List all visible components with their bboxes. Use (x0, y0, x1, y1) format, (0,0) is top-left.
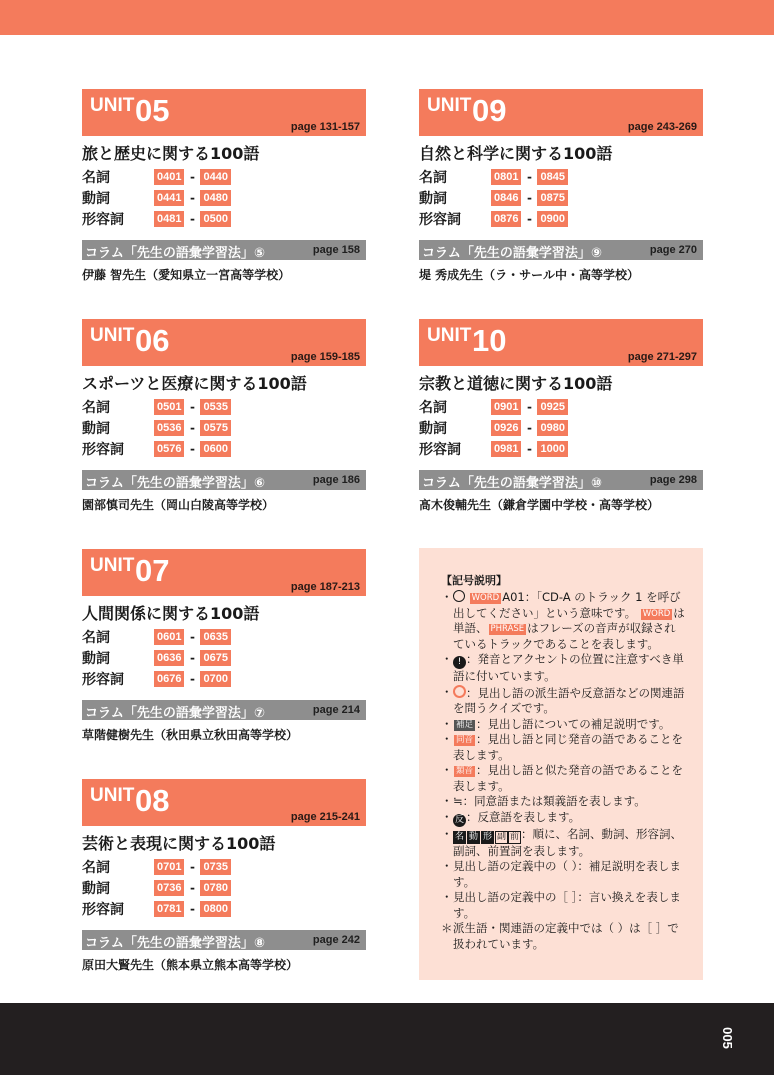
range-start-badge: 0876 (491, 211, 521, 227)
column-page: page 270 (649, 244, 697, 256)
pos-label: 動詞 (419, 191, 447, 207)
bullet: ・ (441, 684, 453, 699)
note-mark: ＊ (441, 921, 453, 935)
unit-label: UNIT (90, 325, 135, 346)
legend-item-pos (441, 827, 685, 860)
bullet: ・ (441, 809, 453, 824)
bullet: ・ (441, 652, 453, 666)
range-end-badge: 0675 (200, 650, 230, 666)
unit-label: UNIT (427, 95, 472, 116)
unit-block-06 (82, 319, 366, 513)
pos-label: 動詞 (419, 421, 447, 437)
range-dash: - (189, 442, 195, 456)
legend-pos-text: ：順に、名詞、動詞、形容詞、副詞、前置詞を表します。 (453, 826, 682, 858)
pos-label: 形容詞 (82, 442, 124, 458)
pos-row-noun (82, 857, 366, 877)
unit-page-range: page 131-157 (290, 121, 360, 133)
legend-paren-text: 見出し語の定義中の（ ）：補足説明を表します。 (453, 859, 681, 889)
teacher-name: 髙木俊輔先生（鎌倉学園中学校・高等学校） (419, 498, 660, 512)
range-start-badge: 0501 (154, 399, 184, 415)
unit-block-07 (82, 549, 366, 743)
range-dash: - (526, 421, 532, 435)
legend-antonym-text: ：反意語を表します。 (466, 809, 581, 824)
column-title: コラム「先生の語彙学習法」⑧ (85, 936, 265, 951)
pos-row-adjective (419, 439, 703, 459)
phrase-tag: PHRASE (490, 624, 525, 634)
legend-item-supplement (441, 717, 685, 733)
pos-row-verb (82, 418, 366, 438)
legend-bracket-text: 見出し語の定義中の［ ］：言い換えを表します。 (453, 890, 681, 920)
pos-label: 名詞 (419, 400, 447, 416)
cd-track-icon (453, 590, 465, 602)
word-tag: WORD (471, 593, 500, 603)
unit-number: 09 (472, 93, 507, 128)
range-dash: - (189, 860, 195, 874)
legend-similar-text: ：見出し語と似た発音の語であることを表します。 (453, 763, 684, 793)
legend-item-homophone (441, 732, 685, 763)
pos-row-adjective (419, 209, 703, 229)
bullet: ・ (441, 716, 453, 731)
unit-number: 08 (135, 783, 170, 818)
footer-bar (0, 1003, 774, 1075)
legend-text (453, 652, 685, 685)
noun-icon: 名 (454, 831, 464, 842)
legend-text (453, 763, 685, 794)
pos-label: 形容詞 (82, 672, 124, 688)
range-dash: - (189, 191, 195, 205)
unit-page-range: page 215-241 (290, 811, 360, 823)
range-dash: - (526, 170, 532, 184)
pos-row-verb (82, 648, 366, 668)
homophone-tag: 同音 (456, 735, 474, 745)
bullet: ・ (441, 763, 453, 777)
column-title: コラム「先生の語彙学習法」⑤ (85, 246, 265, 261)
teacher-name: 伊藤 智先生（愛知県立一宮高等学校） (82, 268, 291, 282)
range-end-badge: 0780 (200, 880, 230, 896)
bullet: ・ (441, 732, 453, 746)
range-end-badge: 0480 (200, 190, 230, 206)
symbol-legend-box (419, 548, 703, 980)
unit-title: 宗教と道徳に関する100語 (419, 374, 613, 393)
range-start-badge: 0801 (491, 169, 521, 185)
column-bar (82, 470, 366, 490)
preposition-icon: 前 (509, 831, 519, 842)
unit-title: スポーツと医療に関する100語 (82, 374, 307, 393)
unit-page-range: page 187-213 (290, 581, 360, 593)
unit-label: UNIT (90, 555, 135, 576)
unit-header (82, 549, 366, 596)
bullet: ・ (441, 590, 453, 604)
unit-number: 06 (135, 323, 170, 358)
unit-number: 10 (472, 323, 507, 358)
legend-text (453, 685, 685, 717)
similar-sound-tag: 類音 (456, 766, 474, 776)
range-start-badge: 0926 (491, 420, 521, 436)
range-dash: - (189, 672, 195, 686)
page-number: 005 (720, 1027, 736, 1049)
legend-title: 【記号説明】 (441, 574, 507, 587)
range-start-badge: 0981 (491, 441, 521, 457)
range-dash: - (526, 400, 532, 414)
range-end-badge: 0700 (200, 671, 230, 687)
bullet: ・ (441, 859, 453, 873)
unit-block-09 (419, 89, 703, 283)
column-bar (82, 700, 366, 720)
teacher-name: 園部慎司先生（岡山白陵高等学校） (82, 498, 275, 512)
pos-label: 動詞 (82, 881, 110, 897)
column-title: コラム「先生の語彙学習法」⑩ (422, 476, 602, 491)
unit-label: UNIT (90, 95, 135, 116)
unit-page-range: page 271-297 (627, 351, 697, 363)
column-page: page 298 (649, 474, 697, 486)
unit-number: 07 (135, 553, 170, 588)
legend-track-b2: はフレーズの音声が収録されているトラックであることを表します。 (453, 621, 676, 651)
range-end-badge: 0925 (537, 399, 567, 415)
column-title: コラム「先生の語彙学習法」⑥ (85, 476, 265, 491)
legend-note-text: 派生語・関連語の定義中では（ ）は［ ］で扱われています。 (453, 921, 679, 951)
range-start-badge: 0441 (154, 190, 184, 206)
unit-header (82, 779, 366, 826)
range-start-badge: 0636 (154, 650, 184, 666)
bullet: ・ (441, 890, 453, 904)
supplement-tag: 補足 (456, 719, 474, 730)
pos-label: 形容詞 (82, 212, 124, 228)
legend-track-a: A01：「CD-A のトラック 1 を呼び出してください」という意味です。 (453, 590, 681, 620)
range-end-badge: 0635 (200, 629, 230, 645)
column-page: page 158 (312, 244, 360, 256)
pos-label: 名詞 (82, 170, 110, 186)
pos-row-verb (419, 188, 703, 208)
unit-title: 芸術と表現に関する100語 (82, 834, 276, 853)
column-bar (419, 470, 703, 490)
column-bar (82, 930, 366, 950)
column-page: page 242 (312, 934, 360, 946)
pos-row-noun (82, 627, 366, 647)
legend-item-track (441, 590, 685, 652)
teacher-name: 原田大賢先生（熊本県立熊本高等学校） (82, 958, 299, 972)
legend-supplement-text: ：見出し語についての補足説明です。 (476, 716, 671, 731)
unit-title: 自然と科学に関する100語 (419, 144, 613, 163)
range-start-badge: 0601 (154, 629, 184, 645)
pos-row-noun (82, 397, 366, 417)
range-dash: - (189, 902, 195, 916)
adjective-icon: 形 (482, 831, 492, 842)
unit-block-10 (419, 319, 703, 513)
legend-synonym-text: ≒：同意語または類義語を表します。 (453, 794, 646, 808)
range-dash: - (189, 421, 195, 435)
pos-row-noun (419, 167, 703, 187)
unit-label: UNIT (427, 325, 472, 346)
pos-row-noun (419, 397, 703, 417)
range-dash: - (526, 442, 532, 456)
legend-text (453, 827, 685, 860)
unit-title: 旅と歴史に関する100語 (82, 144, 260, 163)
range-start-badge: 0901 (491, 399, 521, 415)
range-dash: - (189, 170, 195, 184)
legend-item-note (441, 921, 685, 952)
pos-label: 動詞 (82, 191, 110, 207)
range-dash: - (189, 630, 195, 644)
range-start-badge: 0481 (154, 211, 184, 227)
column-bar (82, 240, 366, 260)
range-dash: - (189, 651, 195, 665)
unit-title: 人間関係に関する100語 (82, 604, 260, 623)
teacher-name: 草階健樹先生（秋田県立秋田高等学校） (82, 728, 299, 742)
pos-label: 動詞 (82, 421, 110, 437)
teacher-name: 堤 秀成先生（ラ・サール中・高等学校） (419, 268, 639, 282)
column-page: page 214 (312, 704, 360, 716)
pos-row-verb (419, 418, 703, 438)
top-color-bar (0, 0, 774, 35)
pos-label: 名詞 (419, 170, 447, 186)
bullet: ・ (441, 826, 453, 841)
range-start-badge: 0701 (154, 859, 184, 875)
range-dash: - (189, 400, 195, 414)
range-start-badge: 0781 (154, 901, 184, 917)
pos-row-adjective (82, 439, 366, 459)
pos-label: 名詞 (82, 860, 110, 876)
range-end-badge: 0900 (537, 211, 567, 227)
unit-header (419, 89, 703, 136)
legend-item-antonym (441, 810, 685, 827)
unit-page-range: page 159-185 (290, 351, 360, 363)
range-dash: - (526, 212, 532, 226)
pos-row-verb (82, 878, 366, 898)
legend-homophone-text: ：見出し語と同じ発音の語であることを表します。 (453, 732, 684, 762)
legend-quiz-text: ：見出し語の派生語や反意語などの関連語を問うクイズです。 (453, 685, 685, 715)
pos-row-adjective (82, 669, 366, 689)
range-end-badge: 0535 (200, 399, 230, 415)
unit-page-range: page 243-269 (627, 121, 697, 133)
range-start-badge: 0736 (154, 880, 184, 896)
legend-item-quiz (441, 685, 685, 717)
range-start-badge: 0576 (154, 441, 184, 457)
word-tag: WORD (642, 608, 671, 619)
pos-label: 形容詞 (82, 902, 124, 918)
legend-item-synonym (441, 794, 685, 810)
range-dash: - (189, 212, 195, 226)
range-end-badge: 0575 (200, 420, 230, 436)
quiz-icon (453, 685, 466, 698)
range-end-badge: 0600 (200, 441, 230, 457)
antonym-icon: 反 (454, 814, 464, 825)
unit-label: UNIT (90, 785, 135, 806)
unit-block-05 (82, 89, 366, 283)
legend-track-b1: は単語、 (453, 605, 685, 635)
unit-number: 05 (135, 93, 170, 128)
pos-label: 名詞 (82, 400, 110, 416)
range-end-badge: 1000 (537, 441, 567, 457)
range-start-badge: 0401 (154, 169, 184, 185)
pos-label: 動詞 (82, 651, 110, 667)
pos-label: 形容詞 (419, 212, 461, 228)
bullet: ・ (441, 794, 453, 808)
range-start-badge: 0676 (154, 671, 184, 687)
legend-text (453, 810, 685, 827)
verb-icon: 動 (468, 831, 478, 842)
range-end-badge: 0800 (200, 901, 230, 917)
pos-row-verb (82, 188, 366, 208)
column-bar (419, 240, 703, 260)
range-start-badge: 0846 (491, 190, 521, 206)
legend-accent-text: ：発音とアクセントの位置に注意すべき単語に付いています。 (453, 652, 684, 683)
range-end-badge: 0440 (200, 169, 230, 185)
range-dash: - (526, 191, 532, 205)
unit-block-08 (82, 779, 366, 973)
legend-item-similar (441, 763, 685, 794)
pos-label: 名詞 (82, 630, 110, 646)
range-end-badge: 0980 (537, 420, 567, 436)
range-end-badge: 0875 (537, 190, 567, 206)
range-dash: - (189, 881, 195, 895)
unit-header (82, 319, 366, 366)
range-end-badge: 0735 (200, 859, 230, 875)
pos-row-noun (82, 167, 366, 187)
exclamation-icon: ! (453, 656, 466, 669)
legend-item-accent (441, 652, 685, 685)
legend-text (453, 717, 685, 733)
adverb-icon: 副 (496, 831, 506, 842)
pos-row-adjective (82, 209, 366, 229)
legend-text (453, 590, 685, 652)
range-start-badge: 0536 (154, 420, 184, 436)
range-end-badge: 0500 (200, 211, 230, 227)
legend-item-bracket (441, 890, 685, 921)
unit-header (82, 89, 366, 136)
pos-row-adjective (82, 899, 366, 919)
column-title: コラム「先生の語彙学習法」⑨ (422, 246, 602, 261)
legend-item-paren (441, 859, 685, 890)
column-page: page 186 (312, 474, 360, 486)
pos-label: 形容詞 (419, 442, 461, 458)
range-end-badge: 0845 (537, 169, 567, 185)
column-title: コラム「先生の語彙学習法」⑦ (85, 706, 265, 721)
legend-text (453, 732, 685, 763)
unit-header (419, 319, 703, 366)
